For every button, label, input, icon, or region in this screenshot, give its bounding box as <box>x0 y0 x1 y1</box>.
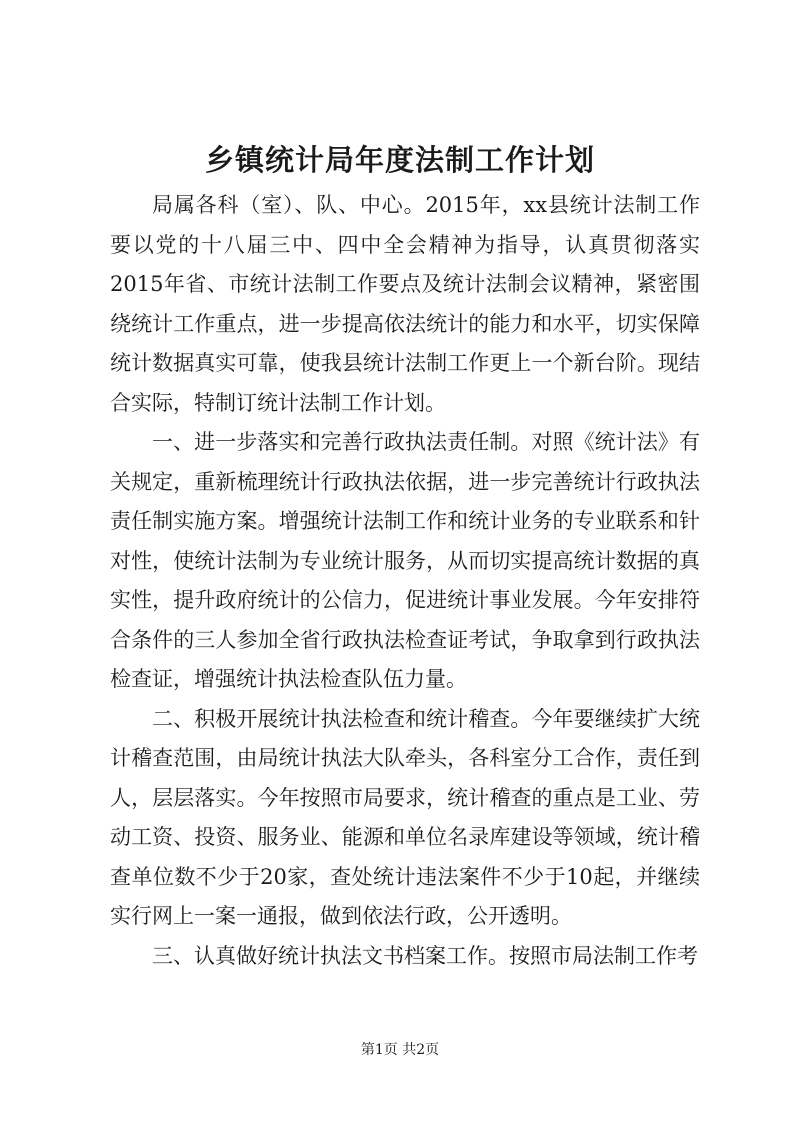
document-body <box>110 186 700 976</box>
paragraph-section-1: 一、进一步落实和完善行政执法责任制。对照《统计法》有关规定，重新梳理统计行政执法依据，进一步完善统计行政执法责任制实施方案。增强统计法制工作和统计业务的专业联系和针对性，使统计法制为专业统计服务，从而切实提高统计数据的真实性，提升政府统计的公信力，促进统计事业发展。今年安排符合条件的三人参加全省行政执法检查证考试，争取拿到行政执法检查证，增强统计执法检查队伍力量。 <box>110 430 700 691</box>
paragraph-intro: 局属各科（室）、队、中心。2015年，xx县统计法制工作要以党的十八届三中、四中全会精神为指导，认真贯彻落实2015年省、市统计法制工作要点及统计法制会议精神，紧密围绕统计工作重点，进一步提高依法统计的能力和水平，切实保障统计数据真实可靠，使我县统计法制工作更上一个新台阶。现结合实际，特制订统计法制工作计划。 <box>110 193 700 415</box>
paragraph-section-2: 二、积极开展统计执法检查和统计稽查。今年要继续扩大统计稽查范围，由局统计执法大队牵头，各科室分工合作，责任到人，层层落实。今年按照市局要求，统计稽查的重点是工业、劳动工资、投资、服务业、能源和单位名录库建设等领域，统计稽查单位数不少于20家，查处统计违法案件不少于10起，并继续实行网上一案一通报，做到依法行政，公开透明。 <box>110 706 700 928</box>
page-number-footer: 第1页 共2页 <box>360 1042 440 1058</box>
paragraph-section-3: 三、认真做好统计执法文书档案工作。按照市局法制工作考 <box>152 943 698 968</box>
document-title: 乡镇统计局年度法制工作计划 <box>204 143 595 177</box>
